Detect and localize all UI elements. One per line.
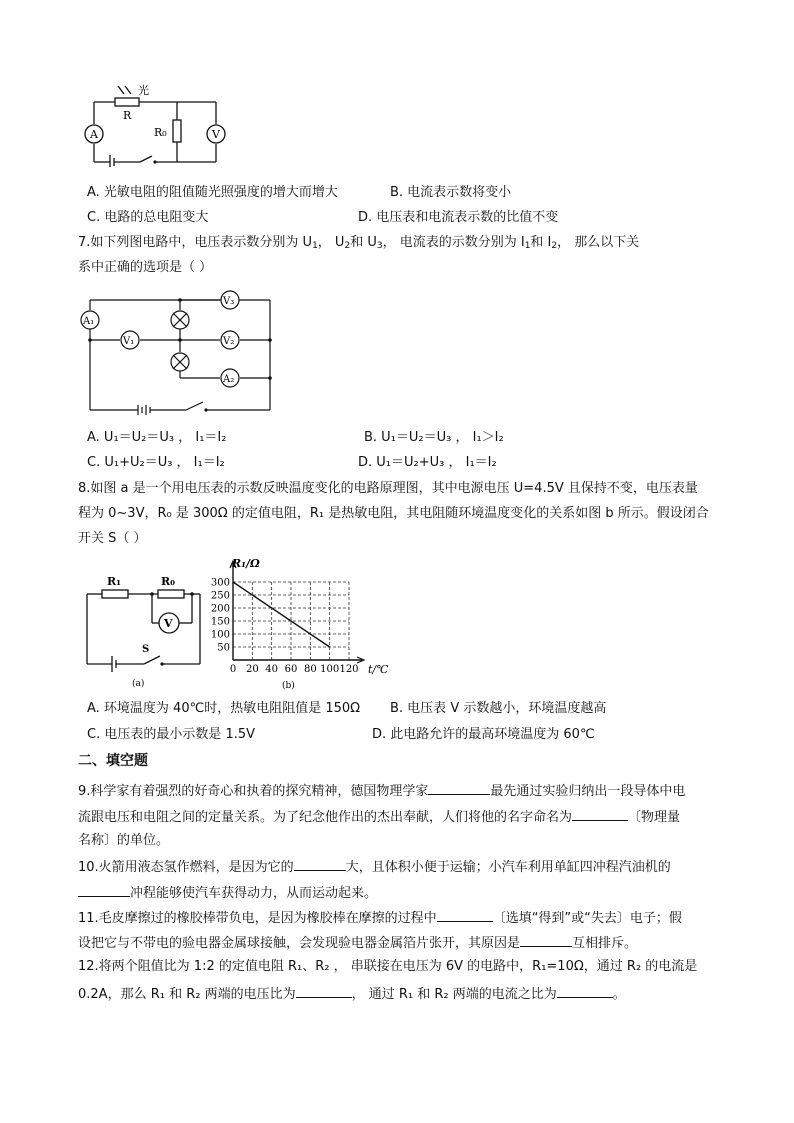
- q9-blank-2[interactable]: [572, 807, 628, 821]
- q8-circuit-a-figure: [82, 572, 207, 690]
- q9-line2: 流跟电压和电阻之间的定量关系。为了纪念他作出的杰出奉献，人们将他的名字命名为 〔物理量: [78, 807, 680, 827]
- q7-v2-label: V₂: [223, 336, 235, 347]
- q7-option-c: C. U₁+U₂＝U₃ ， I₁＝I₂: [87, 455, 225, 470]
- q7-circuit-figure: [78, 288, 278, 418]
- q8-stem-line2: 程为 0~3V，R₀ 是 300Ω 的定值电阻，R₁ 是热敏电阻，其电阻随环境温度变化的关系如图 b 所示。假设闭合: [78, 506, 709, 521]
- y-tick-label: 100: [210, 629, 230, 641]
- q8-option-a: A. 环境温度为 40℃时，热敏电阻阻值是 150Ω: [87, 701, 361, 716]
- q12-blank-2[interactable]: [557, 984, 613, 998]
- q11-line1: 11.毛皮摩擦过的橡胶棒带负电，是因为橡胶棒在摩擦的过程中 〔选填“得到”或“失去〕电子；假: [78, 908, 682, 928]
- q6-ammeter-label: A: [90, 128, 98, 141]
- x-tick-label: 80: [303, 664, 317, 675]
- x-tick-label: 60: [284, 664, 298, 675]
- q12-line2: 0.2A，那么 R₁ 和 R₂ 两端的电压比为 ， 通过 R₁ 和 R₂ 两端的电流之比为 。: [78, 984, 626, 1004]
- y-tick-label: 50: [217, 642, 230, 654]
- q6-option-c: C. 电路的总电阻变大: [87, 210, 209, 225]
- q8-stem-line3: 开关 S（ ）: [78, 531, 147, 546]
- q10-line2: 冲程能够使汽车获得动力，从而运动起来。: [78, 883, 377, 903]
- q8-v-label: V: [164, 617, 173, 630]
- q7-a1-label: A₁: [83, 316, 95, 327]
- q8-r0-label: R₀: [161, 575, 175, 588]
- q6-option-d: D. 电压表和电流表示数的比值不变: [358, 210, 559, 225]
- q7-option-b: B. U₁＝U₂＝U₃ ， I₁＞I₂: [364, 430, 504, 445]
- q11-blank-2[interactable]: [520, 933, 572, 947]
- series-line-r1: [233, 582, 330, 647]
- q7-option-d: D. U₁＝U₂+U₃ ， I₁＝I₂: [358, 455, 497, 470]
- x-tick-label: 20: [245, 664, 259, 675]
- q8-option-d: D. 此电路允许的最高环境温度为 60℃: [372, 727, 595, 742]
- q7-stem: 7.如下列图电路中，电压表示数分别为 $U_1$， $U_2$和 $U_3$， 电流表的示数分别为 $I_1$和 $I_2$， 那么以下关: [78, 235, 640, 251]
- q10-blank-2[interactable]: [78, 883, 130, 897]
- chart-caption-b: (b): [282, 681, 295, 691]
- q6-voltmeter-label: V: [212, 128, 220, 141]
- q7-stem-line2: 系中正确的选项是（ ）: [78, 260, 213, 275]
- y-tick-label: 200: [210, 603, 230, 615]
- x-tick-label: 120: [339, 664, 359, 675]
- section-title-fill-in: 二、填空题: [78, 753, 148, 769]
- q8-caption-a: (a): [132, 679, 145, 689]
- q6-r-label: R: [123, 109, 132, 122]
- q9-line3: 名称〕的单位。: [78, 833, 170, 848]
- q8-option-b: B. 电压表 V 示数越小，环境温度越高: [390, 701, 607, 716]
- q6-r0-label: R₀: [154, 126, 167, 139]
- y-tick-label: 250: [210, 590, 230, 602]
- q10-line1: 10.火箭用液态氢作燃料，是因为它的 大，且体积小便于运输；小汽车利用单缸四冲程汽油机的: [78, 857, 671, 877]
- q7-a2-label: A₂: [223, 374, 235, 385]
- q8-r1-label: R₁: [107, 575, 121, 588]
- q8-stem-line1: 8.如图 a 是一个用电压表的示数反映温度变化的电路原理图，其中电源电压 U=4.5V 且保持不变，电压表量: [78, 481, 698, 496]
- q11-line2: 设把它与不带电的验电器金属球接触，会发现验电器金属箔片张开，其原因是 互相排斥。: [78, 933, 637, 953]
- q6-option-b: B. 电流表示数将变小: [390, 185, 512, 200]
- q8-s-label: S: [142, 644, 150, 655]
- x-tick-label: 40: [265, 664, 279, 675]
- q8-option-c: C. 电压表的最小示数是 1.5V: [87, 727, 256, 742]
- q7-option-a: A. U₁＝U₂＝U₃ ， I₁＝I₂: [87, 430, 227, 445]
- q11-blank-1[interactable]: [437, 908, 493, 922]
- x-tick-label: 0: [229, 664, 237, 675]
- q10-blank-1[interactable]: [294, 857, 346, 871]
- q9-line1: 9.科学家有着强烈的好奇心和执着的探究精神，德国物理学家 最先通过实验归纳出一段导体中电: [78, 781, 685, 801]
- chart-x-axis-label: t/℃: [368, 663, 389, 676]
- q9-blank-1[interactable]: [428, 781, 490, 795]
- y-tick-label: 150: [210, 616, 230, 628]
- q6-light-label: 光: [138, 84, 149, 97]
- q7-v3-label: V₃: [223, 296, 235, 307]
- q6-circuit-figure: [80, 82, 230, 167]
- q8-thermistor-chart: [206, 553, 406, 693]
- q12-blank-1[interactable]: [296, 984, 352, 998]
- q12-line1: 12.将两个阻值比为 1:2 的定值电阻 R₁、R₂ ， 串联接在电压为 6V 的电路中，R₁=10Ω，通过 R₂ 的电流是: [78, 959, 698, 974]
- x-tick-label: 100: [320, 664, 340, 675]
- y-tick-label: 300: [210, 577, 230, 589]
- q7-v1-label: V₁: [123, 336, 135, 347]
- q6-option-a: A. 光敏电阻的阻值随光照强度的增大而增大: [87, 185, 338, 200]
- chart-y-axis-label: R₁/Ω: [232, 557, 260, 570]
